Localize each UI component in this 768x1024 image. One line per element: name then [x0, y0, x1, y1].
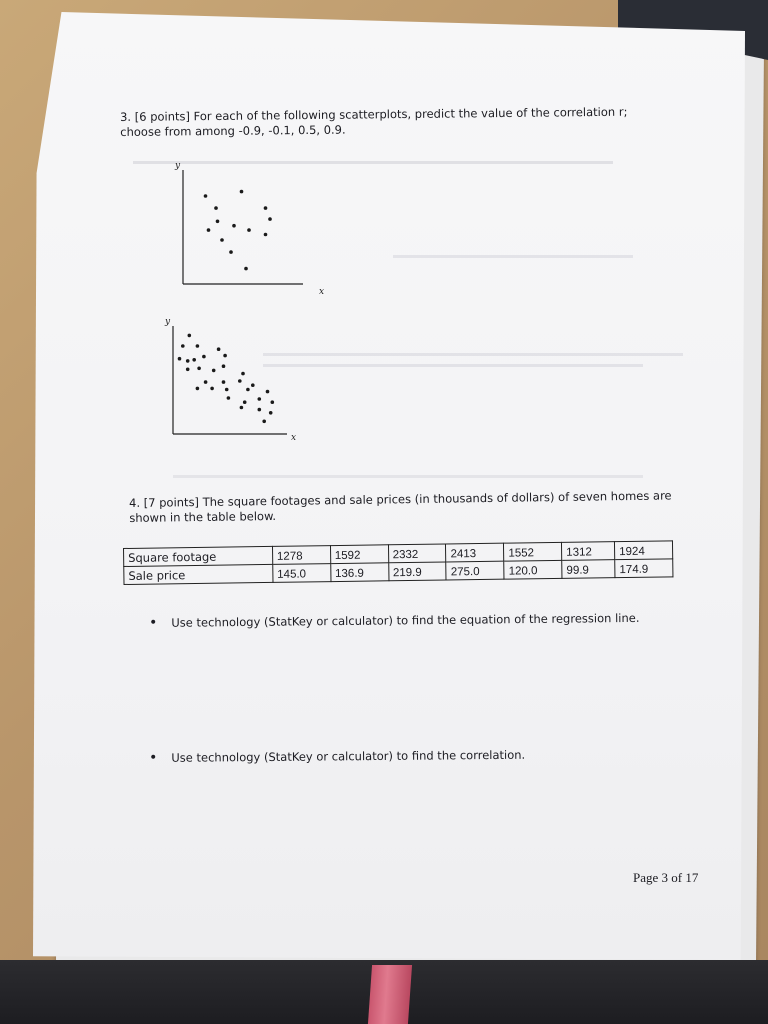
- scatter2-point: [227, 396, 231, 400]
- scatterplot-1: [175, 160, 335, 300]
- bullet-correlation: [149, 747, 525, 766]
- scatter1-point: [232, 224, 236, 228]
- scatter2-point: [212, 369, 216, 373]
- bleed-through-3: [263, 350, 683, 375]
- scatter2-point: [197, 367, 201, 371]
- bleed-line-graphic: [263, 350, 683, 372]
- scatter2-point: [210, 387, 214, 391]
- scatter2-point: [196, 387, 200, 391]
- scatter1-point: [264, 233, 268, 237]
- page-number: Page 3 of 17: [633, 870, 699, 885]
- scatter2-point: [225, 388, 229, 392]
- question-4-line2: shown in the table below.: [129, 508, 277, 525]
- table-cell: 1924: [615, 541, 673, 560]
- scatter2-point: [258, 397, 262, 401]
- scatter1-x-label: x: [319, 287, 325, 297]
- table-cell: 1278: [272, 546, 330, 565]
- scatter2-point: [222, 364, 226, 368]
- scatter1-point: [229, 250, 233, 254]
- table-cell: 99.9: [562, 560, 615, 579]
- question-4-line1: 4. [7 points] The square footages and sale prices (in thousands of dollars) of seven homes are: [129, 488, 672, 510]
- scatter2-point: [186, 368, 190, 372]
- scatter1-point: [240, 190, 244, 194]
- scatter2-point: [202, 355, 206, 359]
- scatter1-point: [216, 220, 220, 224]
- pink-strap: [368, 965, 412, 1024]
- scatter2-point: [258, 408, 262, 412]
- bullet-regression: [149, 610, 640, 631]
- scatter2-point: [266, 390, 270, 394]
- table-cell: 2413: [446, 543, 504, 562]
- scatter2-point: [251, 383, 255, 387]
- scatterplot-2: [167, 316, 307, 446]
- bleed-line-graphic: [173, 472, 643, 482]
- scatter1-point: [264, 206, 268, 210]
- scatter2-point: [181, 344, 185, 348]
- scatter1-point: [214, 206, 218, 210]
- scatter2-x-label: x: [291, 433, 297, 443]
- scatter1-y-label: y: [175, 161, 181, 171]
- scatter2-point: [186, 359, 190, 363]
- table-cell: 174.9: [615, 559, 673, 578]
- scatter2-point: [188, 334, 192, 338]
- homes-table: [123, 540, 673, 585]
- scatter2-point: [222, 380, 226, 384]
- question-3-choices: choose from among -0.9, -0.1, 0.5, 0.9.: [120, 122, 346, 139]
- bleed-through-4: [173, 472, 643, 485]
- bullet-dot: •: [149, 749, 158, 766]
- scatter2-points: [178, 334, 274, 424]
- scatter2-point: [246, 388, 250, 392]
- scatter1-point: [247, 228, 251, 232]
- scatter1-point: [204, 194, 208, 198]
- table-cell: 1592: [330, 545, 388, 564]
- scatter2-point: [269, 411, 273, 415]
- table-cell: 120.0: [504, 560, 562, 579]
- question-4: [129, 488, 689, 526]
- scatter2-point: [196, 344, 200, 348]
- table-cell: 275.0: [446, 561, 504, 580]
- bullet-dot: •: [149, 614, 158, 631]
- scatter2-point: [240, 406, 244, 410]
- scatter2-point: [243, 400, 247, 404]
- question-3-heading: 3. [6 points] For each of the following scatterplots, predict the value of the correlation r;: [120, 104, 628, 124]
- scatter2-point: [238, 379, 242, 383]
- bullet-regression-text: Use technology (StatKey or calculator) to find the equation of the regression line.: [171, 610, 640, 630]
- scatter1-point: [207, 228, 211, 232]
- table-cell: 136.9: [330, 563, 388, 582]
- row-header-square-footage: Square footage: [124, 546, 273, 566]
- scatter2-point: [223, 354, 227, 358]
- scatter2-point: [271, 400, 275, 404]
- scatter1-point: [268, 217, 272, 221]
- table-cell: 2332: [388, 544, 446, 563]
- scatter2-point: [217, 347, 221, 351]
- table-cell: 219.9: [388, 562, 446, 581]
- bleed-line-graphic: [393, 252, 633, 262]
- page-content: [33, 12, 745, 960]
- scatter2-point: [192, 358, 196, 362]
- question-3: [120, 104, 680, 140]
- scatter1-point: [244, 267, 248, 271]
- scatter2-y-label: y: [165, 317, 171, 327]
- row-header-sale-price: Sale price: [124, 564, 273, 584]
- table-cell: 145.0: [273, 564, 331, 583]
- scatter2-point: [178, 357, 182, 361]
- bullet-correlation-text: Use technology (StatKey or calculator) to find the correlation.: [171, 747, 526, 765]
- bleed-through-2: [393, 252, 633, 265]
- scatter2-point: [241, 372, 245, 376]
- scatter1-points: [204, 190, 272, 271]
- scatter2-point: [204, 380, 208, 384]
- scatter2-point: [262, 420, 266, 424]
- table-cell: 1312: [562, 542, 615, 561]
- table-cell: 1552: [504, 542, 562, 561]
- scatter1-point: [220, 238, 224, 242]
